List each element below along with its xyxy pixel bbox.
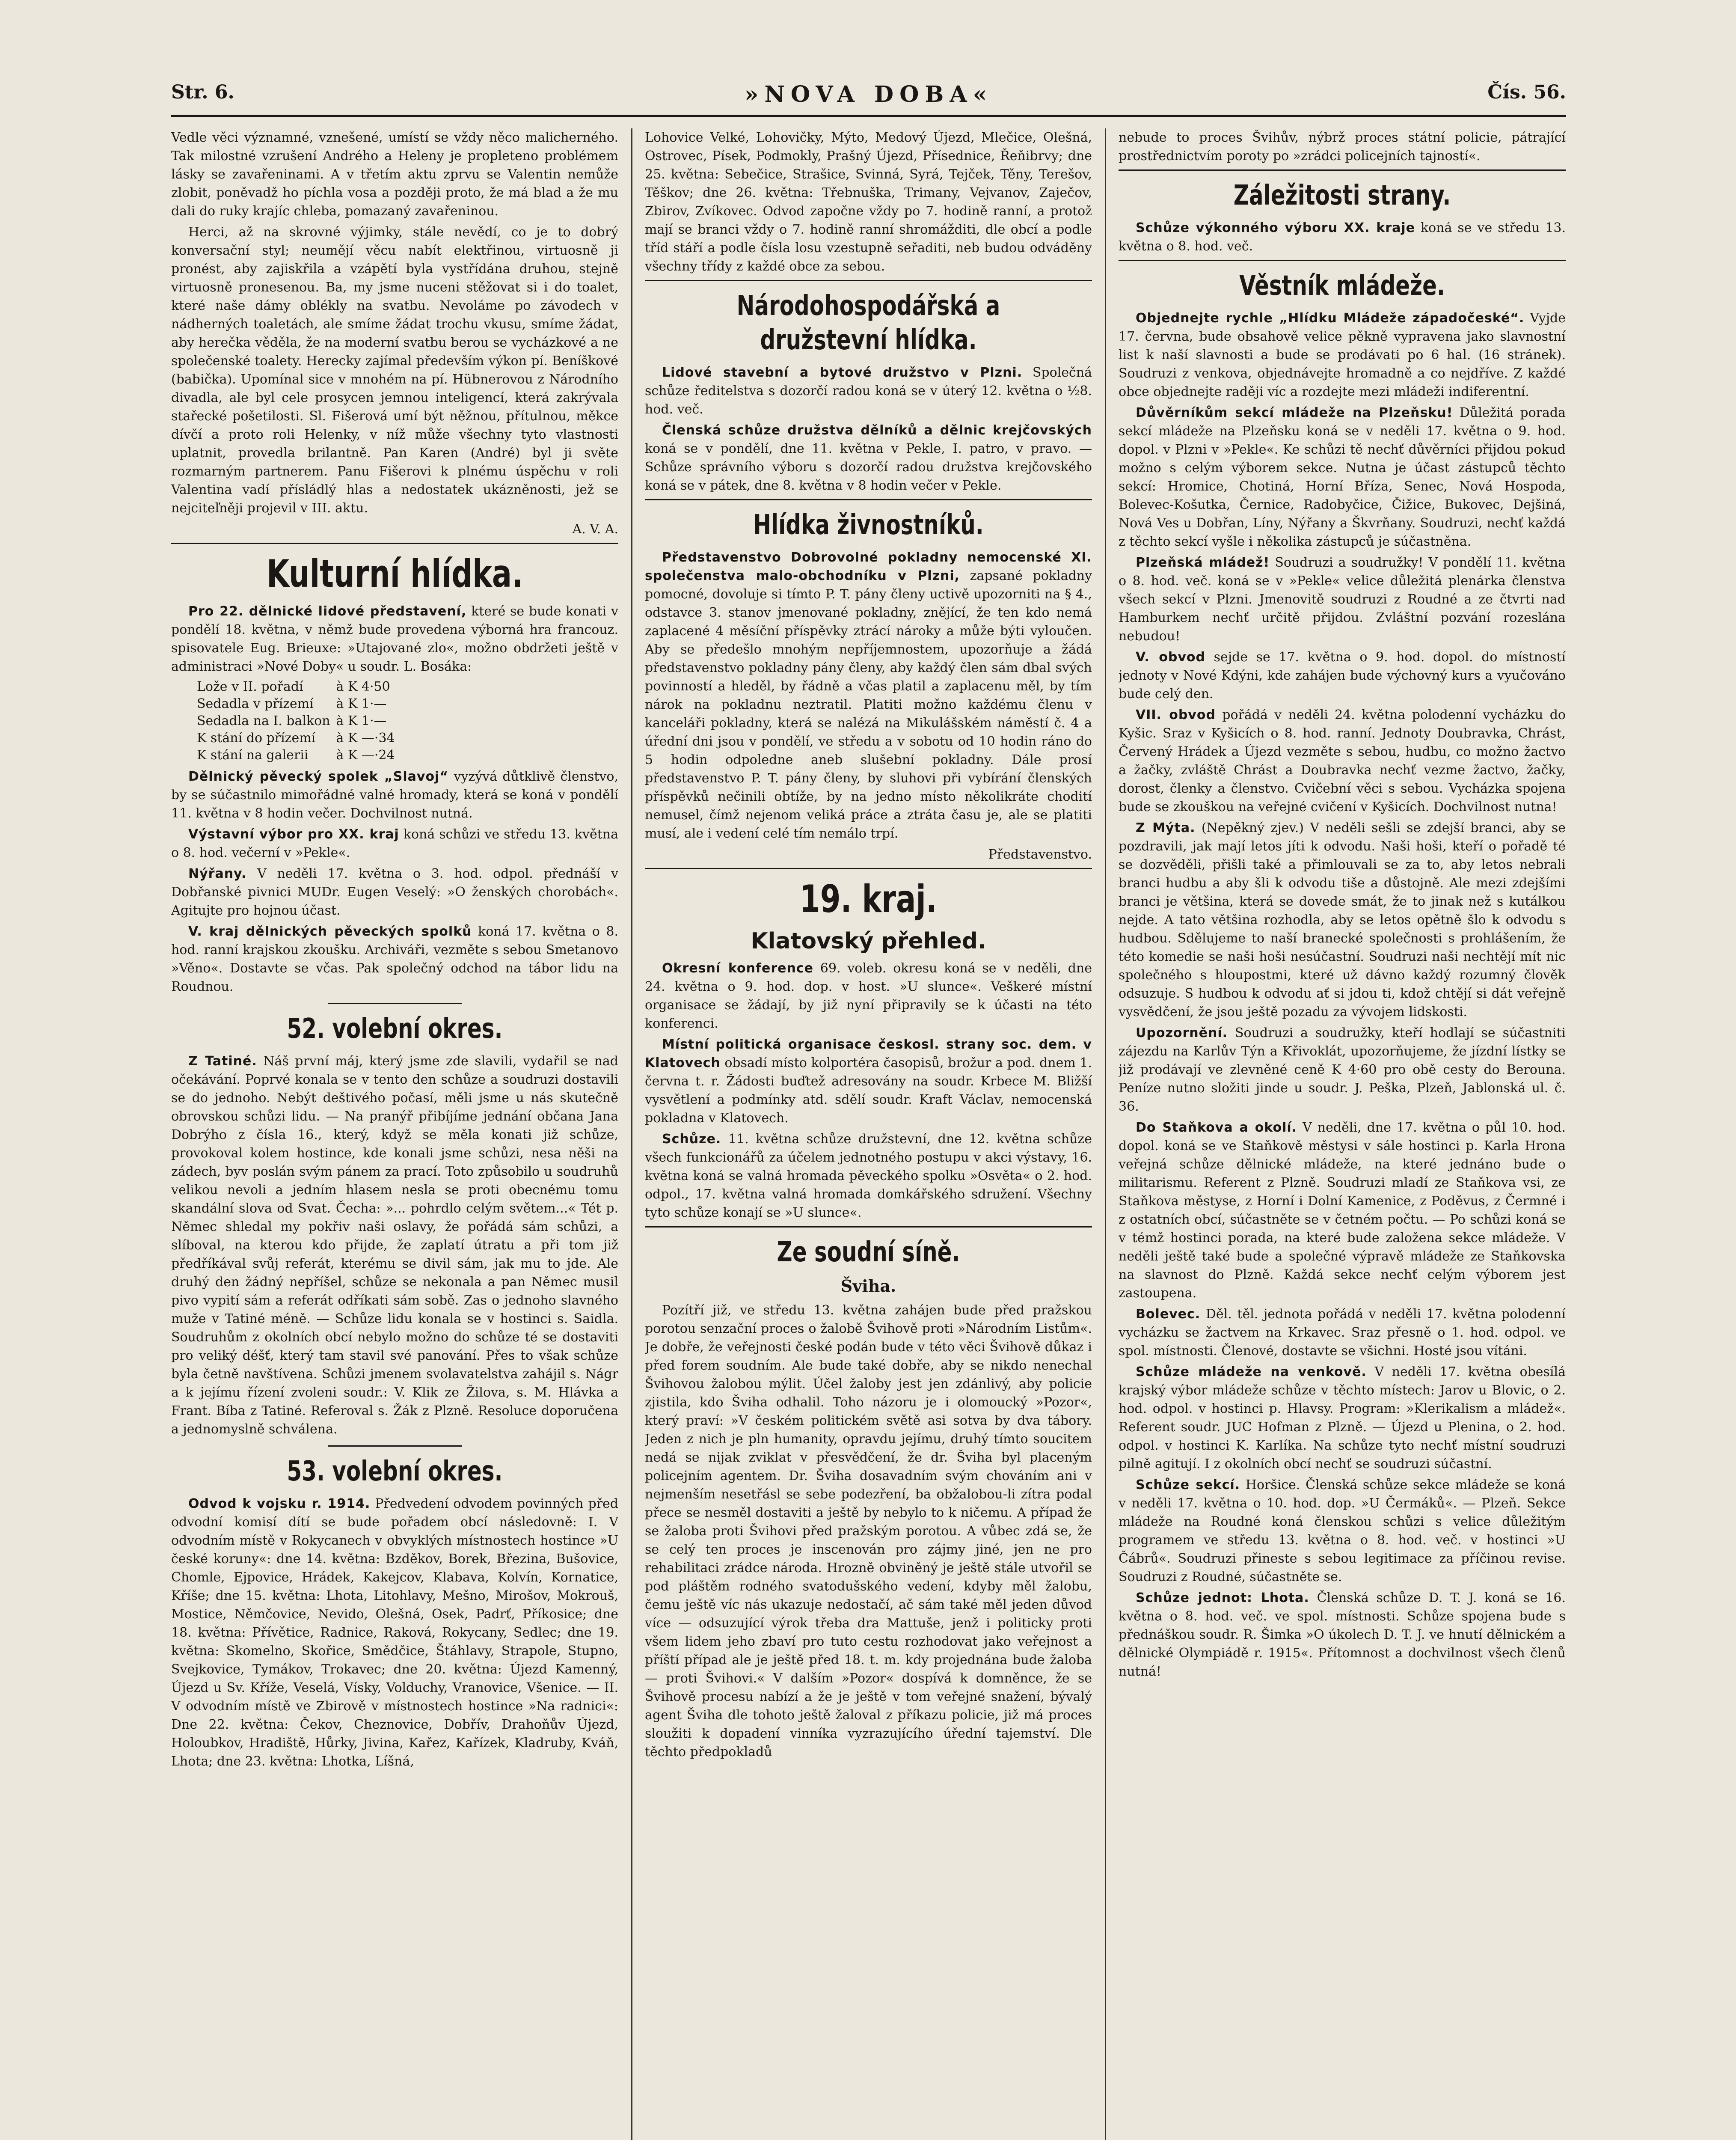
item-lead: Důvěrníkům sekcí mládeže na Plzeňsku! (1136, 405, 1453, 420)
item-lead: V. kraj dělnických pěveckých spolků (188, 924, 472, 939)
section-heading: Národohospodářská a družstevní hlídka. (736, 290, 1000, 356)
price-table (197, 678, 401, 764)
article-subtitle: Šviha. (840, 1276, 896, 1296)
item-lead: Odvod k vojsku r. 1914. (188, 1496, 371, 1511)
item-text: které se bude konati v pondělí 18. května, v němž bude provedena výborná hra francouz. spisovatele Eug. Brieuxe: »Utajované zlo«, možno obdržeti ještě v administraci »Nové Doby« u soudr. L. Bosáka: (171, 604, 618, 674)
divider (645, 868, 1092, 869)
section-heading: Záležitosti strany. (1233, 180, 1451, 211)
table-row: K stání na galerii à K —·24 (197, 748, 395, 763)
item-text: 11. května schůze družstevní, dne 12. května schůze všech funkcionářů za účelem jednotného postupu v akci výstavy, 16. května koná se valná hromada pěveckého spolku »Osvěta« o 2. hod. odpol., 17. května valná hromada domkářského sdružení. Všechny tyto schůze konají se »U slunce«. (645, 1132, 1092, 1220)
item-lead: Do Staňkova a okolí. (1136, 1120, 1297, 1135)
item-lead: VII. obvod (1136, 707, 1216, 722)
paragraph: Pozítří již, ve středu 13. května zahájen bude před pražskou porotou senzační proces o žalobě Švihově proti »Národním Listům«. Je dobře, že veřejnosti české podán bude v této věci Švihově důkaz i před forem soudním. Ale bude také dobře, aby se nikdo nenechal Švihovou žalobou mýlit. Účel žaloby jest jen zdánlivý, aby policie zjistila, kdo Šviha odhalil. Toho názoru je i olomoucký »Pozor«, který praví: »V českém politickém světě asi sotva by dva tábory. Jeden z nich je pln humanity, opravdu jejímu, druhý tímto soucitem nedá se nijak zviklat v přesvědčení, že dr. Šviha byl placeným policejním agentem. Dr. Šviha dosavadním svým chováním ani v nejmenším nesetřásl se sebe podezření, ba obžalobou-li zítra podal přece se nesměl dostaviti a ještě by nebylo to k ničemu. A případ že se žaloba proti Švihovi před pražským porotou. A vůbec zdá se, že se celý ten proces je inscenován pro zájmy jiné, jen ne pro rehabilitaci zrádce národa. Hrozně obviněný je ještě stále utvořil se pod pláštěm rodného svatodušského vedení, kdyby měl žalobu, čemu ještě víc nás ukazuje nedostačí, ač sám také měl jeden důvod více — odsuzující výrok třeba dra Mattuše, jenž i politicky proti všem lidem jeho zbaví pro tuto cestu rozhodovat jako veřejnost a příští případ ale je ještě před 18. t. m. kdy projednána bude žaloba — proti Švihovi.« V dalším »Pozor« dospívá k domněnce, že se Švihově procesu nabízí a že je ještě v tom veřejné snažení, bývalý agent Šviha dle tohoto ještě žaloval z příkazu policie, již má proces sloužiti k dopadení vinníka vyzrazujícího úřední tajemství. Dle těchto předpokladů (645, 1303, 1092, 1760)
divider (645, 499, 1092, 500)
item-text: Soudruzi a soudružky! V pondělí 11. května o 8. hod. več. koná se v »Pekle« velice důležitá plenárka členstva všech sekcí v Plzni. Jmenovitě soudruzi z Roudné a ze čtvrti nad Hamburkem nechť určitě přijdou. Zvláštní pozvání rozeslána nebudou! (1119, 555, 1566, 644)
item-text: Společná schůze ředitelstva s dozorčí radou koná se v úterý 12. května o ½8. hod. več. (645, 365, 1092, 417)
item-lead: Schůze sekcí. (1136, 1477, 1240, 1492)
item-lead: Místní politická organisace českosl. strany soc. dem. v Klatovech (645, 1037, 1092, 1070)
divider (328, 1445, 462, 1447)
item-lead: Okresní konference (662, 961, 813, 976)
signature: Představenstvo. (988, 847, 1092, 862)
page-number: Str. 6. (171, 81, 234, 103)
item-text: Členská schůze D. T. J. koná se 16. května o 8. hod. več. ve spol. místnosti. Schůze spojena bude s přednáškou soudr. R. Šimka »O úkolech D. T. J. ve hnutí dělnickém a dělnické Olympiádě r. 1915«. Přítomnost a dochvilnost všech členů nutná! (1119, 1590, 1566, 1679)
paragraph: Lohovice Velké, Lohovičky, Mýto, Medový Újezd, Mlečice, Olešná, Ostrovec, Písek, Podmokly, Prašný Újezd, Přísednice, Řeňibrvy; dne 25. května: Sebečice, Strašice, Svinná, Syrá, Tejček, Těny, Terešov, Těškov; dne 26. května: Třebnuška, Trimany, Vejvanov, Zaječov, Zbirov, Zvíkovec. Odvod započne vždy po 7. hodině ranní, a protož mají se branci vždy o 7. hodině ranní shromážditi, dle obcí a podle tříd stáří a podle čísla losu vzestupně seřaditi, neb budou odváděny všechny třídy z každé obce za sebou. (645, 130, 1092, 274)
item-text: obsadí místo kolportéra časopisů, brožur a pod. dnem 1. června t. r. Žádosti buďtež adresovány na soudr. Krbece M. Bližší vysvětlení a podmínky atd. sdělí soudr. Kraft Václav, nemocenská pokladna v Klatovech. (645, 1055, 1092, 1126)
section-heading: Věstník mládeže. (1239, 270, 1445, 302)
divider (1119, 260, 1566, 261)
columns (171, 128, 1566, 2140)
item-lead: Lidové stavební a bytové družstvo v Plzni. (662, 365, 1023, 380)
item-text: koná se ve středu 13. května o 8. hod. več. (1119, 220, 1566, 254)
item-lead: Představenstvo Dobrovolné pokladny nemocenské XI. společenstva malo-obchodníku v Plzni, (645, 550, 1092, 583)
divider (645, 280, 1092, 281)
signature: A. V. A. (572, 522, 618, 537)
item-text: koná se v pondělí, dne 11. května v Pekle, I. patro, v pravo. — Schůze správního výboru s dozorčí radou družstva krejčovského koná se v pátek, dne 8. května v 8 hodin večer v Pekle. (645, 441, 1092, 493)
subsection-heading: Klatovský přehled. (751, 928, 986, 954)
item-lead: Z Tatiné. (188, 1054, 257, 1069)
item-lead: Bolevec. (1136, 1307, 1201, 1322)
item-text: zapsané pokladny pomocné, dovoluje si tímto P. T. pány členy uctivě upozorniti na § 4., odstavce 3. stanov jmenované pokladny, znějící, že ten kdo nemá zaplacené 4 měsíční příspěvky ztrácí nároky a může býti vyloučen. Aby se předešlo mnohým nepříjemnostem, upozorňuje a žádá představenstvo pokladny pány členy, aby každý člen sám dbal svých povinností a hleděl, by řádně a včas platil a zaplacenu měl, by tím nárok na pokladnu neztratil. Platiti možno každému členu v kanceláři pokladny, která se nalézá na Mikulášském náměstí č. 4 a úřední dni jsou v pondělí, ve středu a v sobotu od 10 hodin ráno do 5 hodin odpoledne aneb slušební pokladny. Dále prosí představenstvo P. T. pány členy, by sluhovi při vybírání členských příspěvků nečinili obtíže, by na jedno místo několikráte chodití nemusel, čímž nejenom veliká práce a ztráta času je, ale se platiti musí, ale i vedení celé tím nemálo trpí. (645, 568, 1092, 841)
header-rule (171, 115, 1566, 117)
divider (328, 1003, 462, 1004)
section-heading: 53. volební okres. (287, 1456, 503, 1487)
section-heading: Ze soudní síně. (777, 1236, 960, 1268)
item-text: vyzývá důtklivě členstvo, by se súčastnilo mimořádné valné hromady, která se koná v pondělí 11. května v 8 hodin večer. Dochvilnost nutná. (171, 769, 618, 821)
item-text: V neděli, dne 17. května o půl 10. hod. dopol. koná se ve Staňkově městysi v sále hostinci p. Karla Hrona veřejná schůze dělnické mládeže, na které jednáno bude o militarismu. Referent z Plzně. Soudruzi mladí ze Staňkova vsi, ze Staňkova městyse, z Horní i Dolní Kamenice, z Poděvus, z Čermné i z ostatních obcí, súčastněte se v četném počtu. — Po schůzi koná se v témž hostinci porada, na které bude založena sekce mládeže. V neděli ještě také bude a společné výpravě mládeže ze Staňkovska na slavnost do Plzně. Každá sekce nechť celým výborem jest zastoupena. (1119, 1120, 1566, 1301)
table-row: K stání do přízemí à K —·34 (197, 731, 395, 746)
item-lead: V. obvod (1136, 650, 1205, 665)
item-lead: Pro 22. dělnické lidové představení, (188, 604, 467, 619)
table-row: Sedadla v přízemí à K 1·— (197, 696, 387, 711)
item-lead: Schůze výkonného výboru XX. kraje (1136, 220, 1415, 235)
item-lead: Členská schůze družstva dělníků a dělnic krejčovských (662, 423, 1092, 438)
item-text: Soudruzi a soudružky, kteří hodlají se súčastniti zájezdu na Karlův Týn a Křivoklát, upozorňujeme, že jízdní lístky se již prodávají ve zlevněné ceně K 4·60 pro obě cesty do Berouna. Peníze nutno složiti jinde u soudr. J. Peška, Plzeň, Jablonská ul. č. 36. (1119, 1025, 1566, 1114)
section-heading: Hlídka živnostníků. (753, 509, 984, 541)
page-header (171, 81, 1566, 116)
item-lead: Nýřany. (188, 866, 247, 881)
item-text: Předvedení odvodem povinných před odvodní komisí dítí se bude pořadem obcí následovně: I. V odvodním místě v Rokycanech v obvyklých místnostech hostince »U české koruny«: dne 14. května: Bzděkov, Borek, Březina, Bušovice, Chomle, Ejpovice, Hrádek, Kakejcov, Klabava, Kolvín, Kornatice, Kříše; dne 15. května: Lhota, Litohlavy, Mešno, Mirošov, Mokrouš, Mostice, Němčovice, Nevido, Olešná, Osek, Padrť, Příkosice; dne 18. května: Přívětice, Radnice, Raková, Rokycany, Sedlec; dne 19. května: Skomelno, Skořice, Smědčice, Štáhlavy, Strapole, Stupno, Svejkovice, Tymákov, Trokavec; dne 20. května: Újezd Kamenný, Újezd u Sv. Kříže, Veselá, Vísky, Volduchy, Vranovice, Všenice. — II. V odvodním místě ve Zbirově v místnostech hostince »Na radnici«: Dne 22. května: Čekov, Cheznovice, Dobřív, Drahoňův Újezd, Holoubkov, Hradiště, Hůrky, Jivina, Kařez, Kařízek, Kladruby, Kváň, Lhota; dne 23. května: Lhotka, Líšná, (171, 1496, 618, 1769)
divider (171, 543, 618, 544)
paragraph: Herci, až na skrovné výjimky, stále nevědí, co je to dobrý konversační styl; neumějí věcu nabít elektřinou, virtuosně ji pronést, aby zajiskřila a vzápětí byla vystřídána druhou, stejně virtuosně pronesenou. Ba, my jsme nuceni stěžovat si i do toalet, které naše dámy oblékly na svatbu. Nevoláme po závodech v nádherných toaletách, ale smíme žádat trochu vkusu, smíme žádat, aby herečka věděla, že na moderní svatbu berou se vycházkové a ne společenské toalety. Herecky zajímal především výkon pí. Beníškové (babička). Upomínal sice v mnohém na pí. Hübnerovou z Národního divadla, ale byl cele prosycen jemnou inteligencí, která zakrývala stařecké pošetilosti. Sl. Fišerová umí být něžnou, přítulnou, měkce dívčí a proto roli Helenky, v níž může všechny tyto vlastnosti uplatnit, provedla brilantně. Pan Karen (André) byl ji světe rozmarným partnerem. Panu Fišerovi k plnému úspěchu v roli Valentina vadí přísládlý hlas a nedostatek ukázněnosti, jež se nejciteľněji projevil v III. aktu. (171, 225, 618, 516)
item-lead: Plzeňská mládež! (1136, 555, 1270, 570)
masthead-title: »NOVA DOBA« (744, 81, 993, 107)
item-lead: Schůze. (662, 1132, 721, 1147)
section-heading: Kulturní hlídka. (266, 552, 523, 596)
item-text: Děl. těl. jednota pořádá v neděli 17. května polodenní vycházku se žactvem na Krkavec. Sraz přesně o 1. hod. odpol. ve spol. místnosti. Členové, dostavte se všichni. Hosté jsou vítáni. (1119, 1307, 1566, 1358)
divider (645, 1226, 1092, 1228)
paragraph: nebude to proces Švihův, nýbrž proces státní policie, pátrající prostřednictvím poroty po »zrádci policejních tajností«. (1119, 130, 1566, 163)
table-row: Sedadla na I. balkon à K 1·— (197, 713, 387, 728)
item-lead: Schůze jednot: Lhota. (1136, 1590, 1309, 1605)
column-3 (1119, 128, 1566, 2140)
item-lead: Výstavní výbor pro XX. kraj (188, 827, 399, 842)
item-text: koná 17. května o 8. hod. ranní krajskou zkoušku. Archiváři, vezměte s sebou Smetanovo »Věno«. Dostavte se včas. Pak společný odchod na tábor lidu na Roudnou. (171, 924, 618, 994)
item-lead: Objednejte rychle „Hlídku Mládeže západočeské“. (1136, 311, 1525, 326)
item-text: V neděli 17. května obesílá krajský výbor mládeže schůze v těchto místech: Jarov u Blovic, o 2. hod. odpol. v hostinci p. Hlavsy. Program: »Klerikalism a mládež«. Referent soudr. JUC Hofman z Plzně. — Újezd u Plenina, o 2. hod. odpol. v hostinci K. Karlíka. Na schůze tyto nechť místní soudruzi pilně agitují. I z okolních obcí nechť se soudruzi súčastní. (1119, 1364, 1566, 1471)
item-text: pořádá v neděli 24. května polodenní vycházku do Kyšic. Sraz v Kyšicích o 8. hod. ranní. Jednoty Doubravka, Chrást, Červený Hrádek a Újezd vezměte s sebou, hudbu, co možno žactvo a žačky, zvláště Chrást a Doubravka nechť vezme žactvo, žačky, dorost, členky a členstvo. Cvičební věci s sebou. Vycházka spojena bude se zkouškou na veřejné cvičení v Kyšicích. Dochvilnost nutna! (1119, 707, 1566, 814)
item-text: 69. voleb. okresu koná se v neděli, dne 24. května o 9. hod. dop. v host. »U slunce«. Veškeré místní organisace se žádají, by již nyní připravily se k účasti na této konferenci. (645, 961, 1092, 1031)
item-text: Horšice. Členská schůze sekce mládeže se koná v neděli 17. května o 10. hod. dop. »U Čermáků«. — Plzeň. Sekce mládeže na Roudné koná členskou schůzi s velice důležitým programem ve středu 13. května o 8. hod. več. v hostinci »U Čábrů«. Soudruzi přineste s sebou legitimace za příčinou revise. Soudruzi z Roudné, súčastněte se. (1119, 1477, 1566, 1584)
item-text: koná schůzi ve středu 13. května o 8. hod. večerní v »Pekle«. (171, 827, 618, 860)
item-text: (Nepěkný zjev.) V neděli sešli se zdejší branci, aby se pozdravili, jak mají letos jíti k odvodu. Naši hoši, kteří o pořadě té se dozvěděli, přišli také a přimlouvali se za to, aby letos nebrali branci hudbu a aby šli k odvodu tiše a důstojně. Ale mezi zdejšími branci je většina, která se dovede smát, že to jinak než s kutálkou nejde. A tato většina rozhodla, aby se letos opětně šlo k odvodu s hudbou. Sdělujeme to naší branecké společnosti s prohlášením, že této komedie se naši hoši nesúčastní. Soudruzi naši nechtějí mít nic společného s hloupostmi, které už dávno každý rozumný člověk odsuzuje. S hudbou k odvodu ať si jdou ti, kdož chtějí si dát veřejně vysvědčení, že jsou ještě pozadu za vývojem lidskosti. (1119, 820, 1566, 1019)
item-text: Náš první máj, který jsme zde slavili, vydařil se nad očekávání. Poprvé konala se v tento den schůze a soudruzi dostavili se do jednoho. Nebýt deštivého počasí, měli jsme u nás skutečně obrovskou schůzi lidu. — Na pranýř přibíjíme jednání občana Jana Dobrýho z čísla 16., který, když se měla konati již schůze, provokoval kolem hostince, kde konali jsme schůzi, nesa něši na zádech, byv poslán svým pánem za prací. Toto způsobilo u soudruhů velikou nevoli a jedním hlasem nesla se proti obecnému tomu skandální slova od Svat. Čecha: »... pohrdlo celým světem...« Tét p. Němec shledal my pokřiv naši oslavy, že pořádá sám schůzi, a slíboval, na kterou kdo přijde, že zaplatí útratu a při tom již předříkával svůj referát, kterému se divil sám, jak mu to jde. Ale druhý den žádný nepříšel, schůze se nekonala a pan Němec musil pivo vypití sám a referát odříkati sám sobě. Zas o jednoho slavného muže v Tatiné méně. — Schůze lidu konala se v hostinci s. Saidla. Soudruhům z okolních obcí nebylo možno do schůze té se dostaviti pro veliký déšť, který tam stavil své panování. Přes to však schůze byla četně navštívena. Schůzi jmenem svolavatelstva zahájil s. Nágr a k jejímu řízení zvoleni soudr.: V. Klik ze Žilova, s. M. Hlávka a Frant. Bíba z Tatiné. Referoval s. Žák z Plzně. Resoluce doporučena a jednomyslně schválena. (171, 1054, 618, 1437)
paragraph: Vedle věci významné, vznešené, umístí se vždy něco malicherného. Tak milostné vzrušení Andrého a Heleny je propleteno problémem lásky se zavařeninami. A v třetím aktu zprvu se Valentin nemůže zlobit, poněvadž ho píchla vosa a později proto, že má blad a že mu dali do ruky krajíc chleba, pomazaný zavařeninou. (171, 130, 618, 219)
section-heading: 52. volební okres. (287, 1013, 503, 1045)
column-2 (645, 128, 1092, 2140)
column-1 (171, 128, 618, 2140)
item-lead: Dělnický pěvecký spolek „Slavoj“ (188, 769, 449, 784)
item-lead: Upozornění. (1136, 1025, 1228, 1040)
section-heading: 19. kraj. (800, 877, 937, 921)
issue-number: Čís. 56. (1487, 81, 1566, 103)
item-text: sejde se 17. května o 9. hod. dopol. do místností jednoty v Nové Kdýni, kde zahájen bude výchovný kurs a vyučováno bude celý den. (1119, 650, 1566, 701)
item-text: V neděli 17. května o 3. hod. odpol. přednáší v Dobřanské pivnici MUDr. Eugen Veselý: »O ženských chorobách«. Agitujte pro hojnou účast. (171, 866, 618, 918)
item-text: Důležitá porada sekcí mládeže na Plzeňsku koná se v neděli 17. května o 9. hod. dopol. v Plzni v »Pekle«. Ke schůzi tě nechť důvěrníci přijdou pokud možno s celým výborem sekce. Nutna je účast zástupců těchto sekcí: Hromice, Chotiná, Horní Bříza, Senec, Nová Hospoda, Bolevec-Košutka, Černice, Radobyčice, Čižice, Bukovec, Dejšiná, Nová Ves u Dobřan, Líny, Nýřany a Škvrňany. Soudruzi, nechť každá z těchto sekcí vyšle i několika zástupců je súčastněna. (1119, 405, 1566, 549)
item-lead: Schůze mládeže na venkově. (1136, 1364, 1367, 1379)
item-text: Vyjde 17. června, bude obsahově velice pěkně vypravena jako slavnostní list k naší slavnosti a bude se prodávati po 6 hal. (16 stránek). Soudruzi z venkova, objednávejte hromadně a co nejdříve. Z každé obce objednejte raději víc a rozdejte mezi mládeži indiferentní. (1119, 311, 1566, 399)
item-lead: Z Mýta. (1136, 820, 1196, 835)
divider (1119, 169, 1566, 171)
table-row: Lože v II. pořadí à K 4·50 (197, 679, 390, 694)
